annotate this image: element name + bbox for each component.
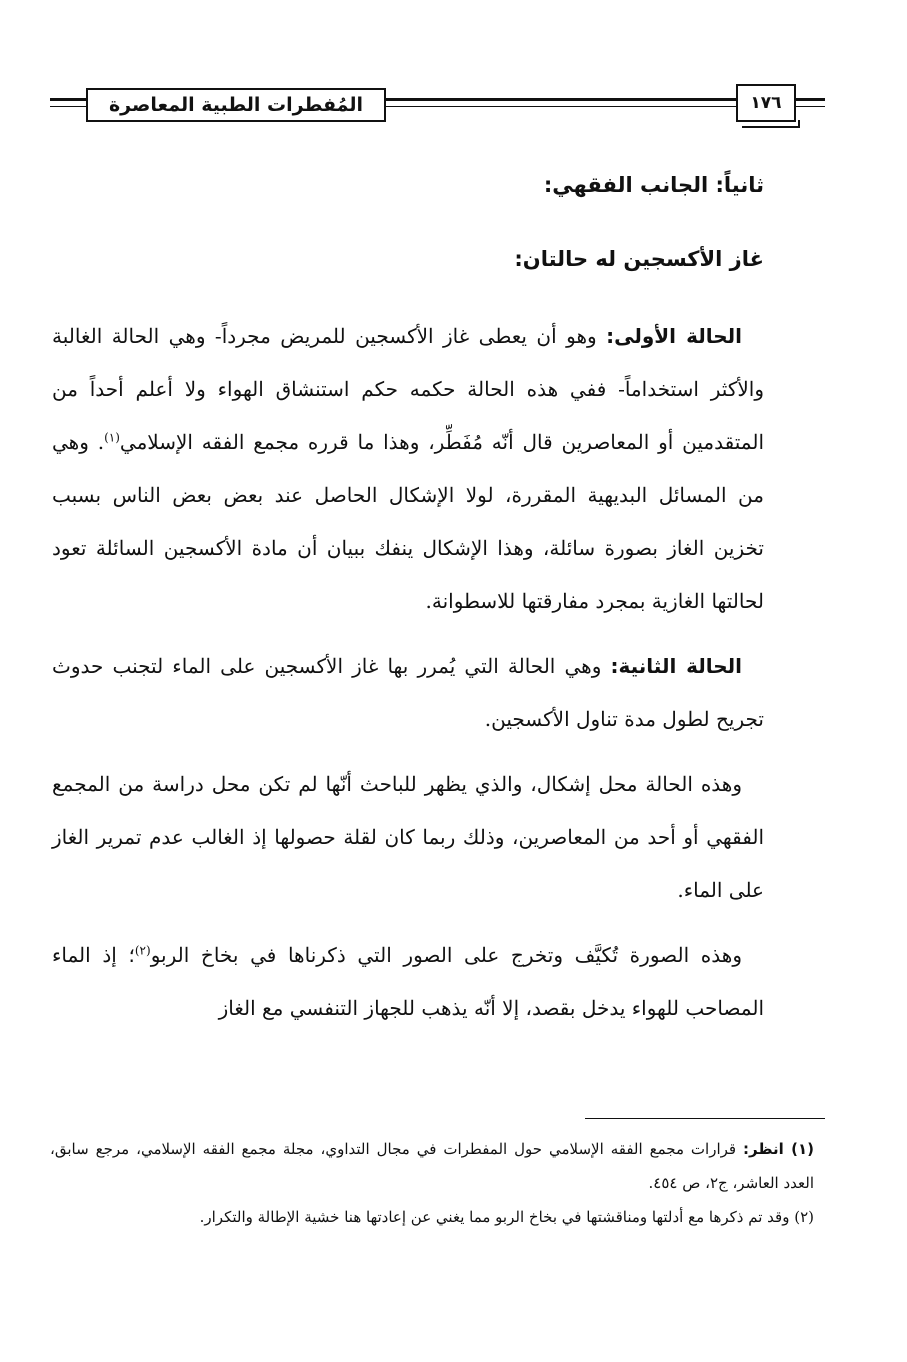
footnote-1-label: (١) انظر: bbox=[743, 1140, 814, 1158]
case-one-label: الحالة الأولى: bbox=[606, 324, 743, 348]
book-title: المُفطرات الطبية المعاصرة bbox=[108, 94, 364, 116]
footnote-ref-1[interactable]: (١) bbox=[104, 430, 120, 445]
case-one-text-b: . وهي من المسائل البديهية المقررة، لولا الإشكال الحاصل عند بعض بعض الناس بسبب تخزين الغاز بصورة سائلة، وهذا الإشكال ينفك ببيان أن مادة الأكسجين السائلة تعود لحالتها الغازية بمجرد مفارقتها للاسطوانة. bbox=[52, 430, 764, 613]
header-rule-right-thin bbox=[796, 106, 825, 107]
main-content bbox=[52, 162, 764, 1047]
header-rule-middle-thin bbox=[386, 106, 736, 107]
page-number-box bbox=[736, 84, 796, 122]
page-header bbox=[50, 84, 825, 136]
case-one-text-a: وهو أن يعطى غاز الأكسجين للمريض مجرداً- وهي الحالة الغالبة والأكثر استخداماً- ففي هذه الحالة حكمه حكم استنشاق الهواء ولا أعلم أحداً من المتقدمين أو المعاصرين قال أنّه مُفَطِّر، وهذا ما قرره مجمع الفقه الإسلامي bbox=[52, 324, 764, 454]
footnotes bbox=[50, 1132, 814, 1234]
sub-heading: غاز الأكسجين له حالتان: bbox=[514, 247, 764, 271]
footnote-2: (٢) وقد تم ذكرها مع أدلتها ومناقشتها في بخاخ الربو مما يغني عن إعادتها هنا خشية الإطالة والتكرار. bbox=[199, 1208, 814, 1226]
header-rule-left bbox=[50, 98, 86, 101]
case-two-text: وهي الحالة التي يُمرر بها غاز الأكسجين على الماء لتجنب حدوث تجريح لطول مدة تناول الأكسجين. bbox=[52, 654, 764, 731]
paragraph-case-one bbox=[52, 310, 764, 628]
classification-text-b: ؛ إذ الماء المصاحب للهواء يدخل بقصد، إلا أنّه يذهب للجهاز التنفسي مع الغاز bbox=[52, 943, 764, 1020]
footnote-ref-2[interactable]: (٢) bbox=[134, 943, 151, 958]
footnote-1 bbox=[50, 1132, 814, 1200]
paragraph-case-two bbox=[52, 640, 764, 746]
page-number: ١٧٦ bbox=[750, 93, 782, 113]
footnote-1-text: قرارات مجمع الفقه الإسلامي حول المفطرات في مجال التداوي، مجلة مجمع الفقه الإسلامي، مرجع سابق، العدد العاشر، ج٢، ص ٤٥٤. bbox=[50, 1140, 814, 1192]
header-rule-right bbox=[796, 98, 825, 101]
book-title-box bbox=[86, 88, 386, 122]
case-two-label: الحالة الثانية: bbox=[610, 654, 742, 678]
paragraph-classification bbox=[52, 929, 764, 1035]
section-heading: ثانياً: الجانب الفقهي: bbox=[543, 173, 764, 197]
paragraph-discussion: وهذه الحالة محل إشكال، والذي يظهر للباحث أنّها لم تكن محل دراسة من المجمع الفقهي أو أحد من المعاصرين، وذلك ربما كان لقلة حصولها إذ الغالب عدم تمرير الغاز على الماء. bbox=[52, 772, 764, 902]
header-rule-middle bbox=[386, 98, 736, 101]
footnote-separator bbox=[585, 1118, 825, 1119]
classification-text-a: وهذه الصورة تُكيَّف وتخرج على الصور التي ذكرناها في بخاخ الربو bbox=[150, 943, 742, 967]
header-rule-left-thin bbox=[50, 106, 86, 107]
